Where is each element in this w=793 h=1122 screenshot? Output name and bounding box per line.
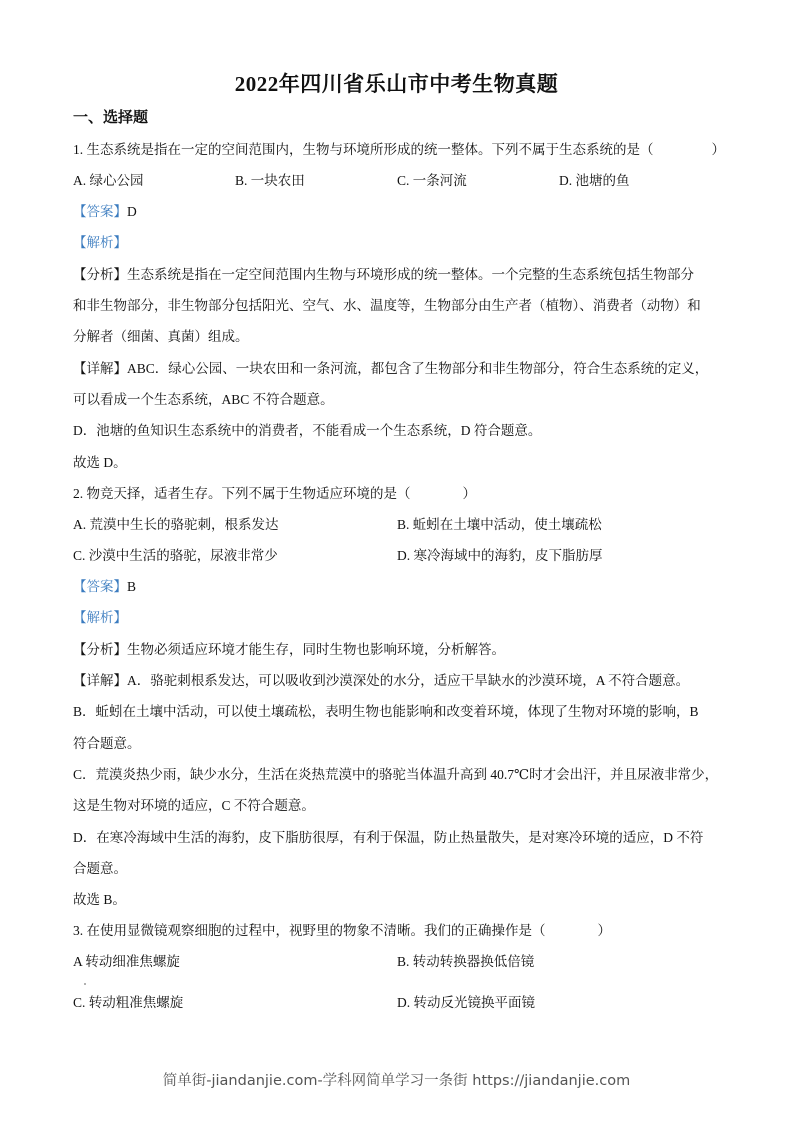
q2-xiangjie-line-3: 符合题意。 bbox=[73, 736, 141, 751]
stem-text: 1. 生态系统是指在一定的空间范围内，生物与环境所形成的统一整体。下列不属于生态系统的是（ bbox=[73, 142, 654, 157]
stem-end: ） bbox=[597, 923, 611, 938]
stem-text: 2. 物竞天择，适者生存。下列不属于生物适应环境的是（ bbox=[73, 486, 411, 501]
analysis-label: 【解析】 bbox=[73, 610, 127, 625]
fenxi-text: 生物必须适应环境才能生存，同时生物也影响环境，分析解答。 bbox=[127, 642, 505, 657]
xiangjie-label: 【详解】 bbox=[73, 361, 127, 376]
xiangjie-text: ABC．绿心公园、一块农田和一条河流，都包含了生物部分和非生物部分，符合生态系统的定义， bbox=[127, 361, 709, 376]
option-b: B. 一块农田 bbox=[235, 173, 305, 188]
question-3-options-row-2 bbox=[73, 994, 535, 1012]
q1-xiangjie-line-3: D．池塘的鱼知识生态系统中的消费者，不能看成一个生态系统，D 符合题意。 bbox=[73, 423, 542, 438]
q2-xiangjie-line-6: D．在寒冷海域中生活的海豹，皮下脂肪很厚，有利于保温，防止热量散失，是对寒冷环境的适应，D 不符 bbox=[73, 830, 704, 845]
xiangjie-label: 【详解】 bbox=[73, 673, 127, 688]
answer-value: D bbox=[127, 204, 137, 219]
q1-xiangjie-line-2: 可以看成一个生态系统，ABC 不符合题意。 bbox=[73, 392, 334, 407]
q1-xiangjie-line-1 bbox=[73, 360, 708, 378]
question-1-options bbox=[73, 172, 721, 190]
q2-xiangjie-line-5: 这是生物对环境的适应，C 不符合题意。 bbox=[73, 798, 315, 813]
question-3-stem bbox=[73, 922, 611, 940]
stem-end: ） bbox=[462, 486, 476, 501]
answer-label: 【答案】 bbox=[73, 579, 127, 594]
question-2-options-row-1 bbox=[73, 516, 602, 534]
xiangjie-text: A．骆驼刺根系发达，可以吸收到沙漠深处的水分，适应干旱缺水的沙漠环境，A 不符合题意。 bbox=[127, 673, 690, 688]
q2-xiangjie-line-4: C．荒漠炎热少雨，缺少水分，生活在炎热荒漠中的骆驼当体温升高到 40.7℃时才会出汗，并且尿液非常少， bbox=[73, 767, 719, 782]
option-a: A. 荒漠中生长的骆驼刺，根系发达 bbox=[73, 517, 279, 532]
option-d: D. 寒冷海域中的海豹，皮下脂肪厚 bbox=[397, 548, 603, 563]
option-d: D. 转动反光镜换平面镜 bbox=[397, 995, 535, 1010]
q2-xiangjie-line-7: 合题意。 bbox=[73, 861, 127, 876]
stray-dot bbox=[84, 983, 86, 985]
option-c: C. 一条河流 bbox=[397, 173, 467, 188]
option-c: C. 转动粗准焦螺旋 bbox=[73, 995, 184, 1010]
q2-fenxi-line-1 bbox=[73, 641, 505, 659]
question-1-answer bbox=[73, 203, 137, 221]
question-2-answer bbox=[73, 578, 136, 596]
q1-fenxi-line-3: 分解者（细菌、真菌）组成。 bbox=[73, 329, 249, 344]
question-2-options-row-2 bbox=[73, 547, 603, 565]
answer-label: 【答案】 bbox=[73, 204, 127, 219]
option-d: D. 池塘的鱼 bbox=[559, 173, 630, 188]
section-heading: 一、选择题 bbox=[73, 110, 149, 126]
question-3-options-row-1 bbox=[73, 953, 534, 971]
answer-value: B bbox=[127, 579, 137, 594]
analysis-label: 【解析】 bbox=[73, 235, 127, 250]
option-c: C. 沙漠中生活的骆驼，尿液非常少 bbox=[73, 548, 278, 563]
option-a: A. 绿心公园 bbox=[73, 173, 144, 188]
page-title: 2022年四川省乐山市中考生物真题 bbox=[234, 72, 559, 96]
q1-fenxi-line-1 bbox=[73, 266, 694, 284]
q1-fenxi-line-2: 和非生物部分，非生物部分包括阳光、空气、水、温度等，生物部分由生产者（植物）、消费者（动物）和 bbox=[73, 298, 701, 313]
option-b: B. 转动转换器换低倍镜 bbox=[397, 954, 535, 969]
fenxi-label: 【分析】 bbox=[73, 642, 127, 657]
q1-conclusion: 故选 D。 bbox=[73, 455, 127, 470]
question-2-stem bbox=[73, 485, 476, 503]
stem-text: 3. 在使用显微镜观察细胞的过程中，视野里的物象不清晰。我们的正确操作是（ bbox=[73, 923, 546, 938]
stem-end: ） bbox=[711, 142, 725, 157]
q2-conclusion: 故选 B。 bbox=[73, 892, 126, 907]
fenxi-label: 【分析】 bbox=[73, 267, 127, 282]
q2-xiangjie-line-1 bbox=[73, 672, 689, 690]
option-a: A 转动细准焦螺旋 bbox=[73, 954, 180, 969]
question-1-stem bbox=[73, 141, 725, 159]
option-b: B. 蚯蚓在土壤中活动，使土壤疏松 bbox=[397, 517, 602, 532]
fenxi-text: 生态系统是指在一定空间范围内生物与环境形成的统一整体。一个完整的生态系统包括生物部分 bbox=[127, 267, 694, 282]
q2-xiangjie-line-2: B．蚯蚓在土壤中活动，可以使土壤疏松，表明生物也能影响和改变着环境，体现了生物对环境的影响，B bbox=[73, 704, 699, 719]
footer-watermark: 简单街-jiandanjie.com-学科网简单学习一条街 https://jiandanjie.com bbox=[162, 1073, 631, 1089]
